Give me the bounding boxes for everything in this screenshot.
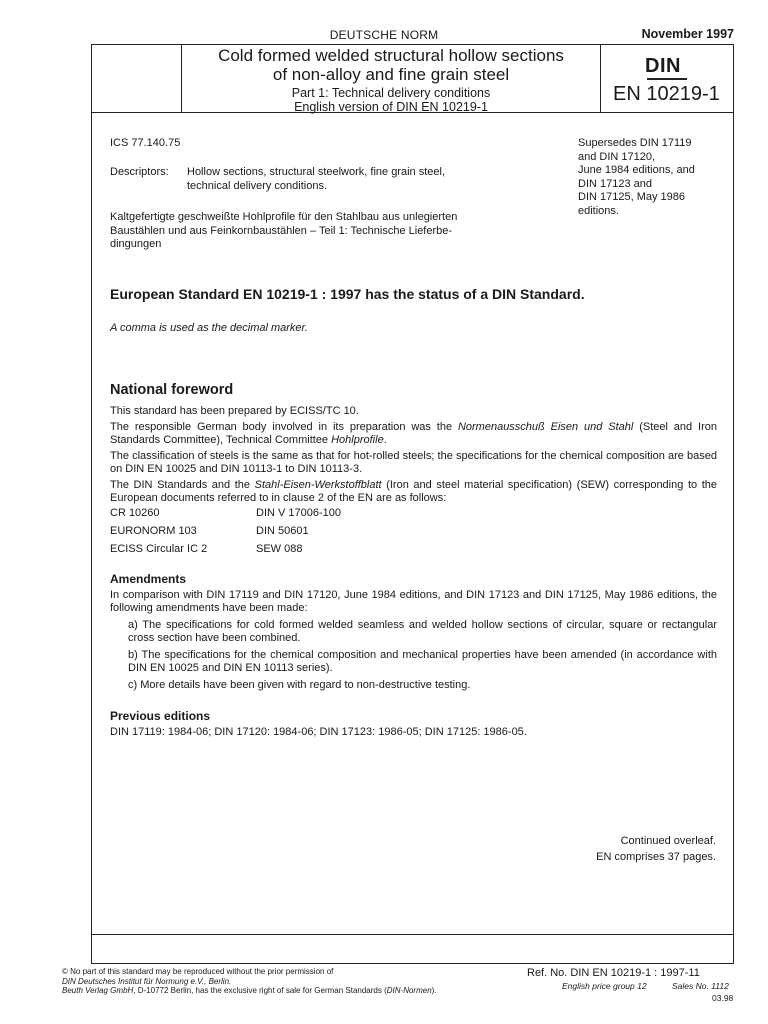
copyright-notice <box>62 967 522 996</box>
din-logo: DIN <box>645 55 681 77</box>
reference-national: DIN 50601 <box>256 525 309 537</box>
subtitle-line-2: English version of DIN EN 10219-1 <box>294 100 488 114</box>
supersedes-line: DIN 17123 and <box>578 177 652 190</box>
reference-national: DIN V 17006-100 <box>256 507 341 519</box>
reference-national: SEW 088 <box>256 543 303 555</box>
standard-number: EN 10219-1 <box>613 83 720 105</box>
supersedes-line: DIN 17125, May 1986 <box>578 191 686 203</box>
supersedes-line: editions. <box>578 204 619 217</box>
copyright-line: © No part of this standard may be reproduced without the prior permission of <box>62 967 334 976</box>
publication-date: November 1997 <box>641 27 734 41</box>
reference-number: Ref. No. DIN EN 10219-1 : 1997-11 <box>527 967 700 979</box>
title-line-1: Cold formed welded structural hollow sections <box>218 46 564 65</box>
bottom-divider <box>91 934 734 935</box>
previous-editions-text: DIN 17119: 1984-06; DIN 17120: 1984-06; DIN 17123: 1986-05; DIN 17125: 1986-05. <box>110 726 527 738</box>
title-block <box>182 46 600 114</box>
foreword-paragraph-3: The classification of steels is the same as that for hot-rolled steels; the specifications for the chemical composition are based on DIN EN 10025 and DIN 10113-1 to DIN 10113-3. <box>110 450 717 475</box>
committee-name: Normenausschuß Eisen und Stahl <box>457 421 634 433</box>
foreword-paragraph-4 <box>110 479 717 504</box>
status-heading: European Standard EN 10219-1 : 1997 has the status of a DIN Standard. <box>110 286 585 302</box>
reference-european: ECISS Circular IC 2 <box>110 543 208 555</box>
supersedes-line: Supersedes DIN 17119 <box>578 137 692 149</box>
descriptors-label: Descriptors: <box>110 166 169 178</box>
continued-note: Continued overleaf. <box>620 835 716 847</box>
din-logo-underline <box>647 78 687 80</box>
din-normen-term: DIN-Normen <box>386 986 432 996</box>
german-title <box>110 211 520 252</box>
sales-number: Sales No. 1112 <box>672 981 729 991</box>
subtitle-line-1: Part 1: Technical delivery conditions <box>291 86 491 100</box>
copyright-line <box>62 986 522 996</box>
reference-european: CR 10260 <box>110 507 160 519</box>
supersedes-line: and DIN 17120, <box>578 150 656 163</box>
price-group: English price group 12 <box>562 981 647 991</box>
sew-name: Stahl-Eisen-Werkstoffblatt <box>254 479 382 491</box>
text-run: The DIN Standards and the <box>110 479 255 491</box>
text-run: (Iron and steel material specification) (SEW) corresponding to the European documents referred to in clause 2 of the EN are as follows: <box>110 479 717 504</box>
german-title-line: Kaltgefertigte geschweißte Hohlprofile für den Stahlbau aus unlegierten <box>110 211 458 223</box>
document-type-label: DEUTSCHE NORM <box>329 28 439 42</box>
text-run: , D-10772 Berlin, has the exclusive right of sale for German Standards ( <box>133 986 387 996</box>
previous-editions-heading: Previous editions <box>110 709 211 723</box>
supersedes-line: June 1984 editions, and <box>578 164 695 176</box>
amendments-heading: Amendments <box>110 572 187 586</box>
text-run: The responsible German body involved in its preparation was the <box>110 421 458 433</box>
amendment-item: a) The specifications for cold formed welded seamless and welded hollow sections of circular, square or rectangular cross section have been combined. <box>128 619 717 644</box>
title-line-2: of non-alloy and fine grain steel <box>272 65 510 84</box>
amendments-intro: In comparison with DIN 17119 and DIN 17120, June 1984 editions, and DIN 17123 and DIN 17125, May 1986 editions, the following amendments have been made: <box>110 589 717 614</box>
title-right-rule <box>600 44 601 112</box>
copyright-line: DIN Deutsches Institut für Normung e.V., Berlin. <box>62 976 232 986</box>
national-foreword-heading: National foreword <box>110 382 234 398</box>
descriptors-text <box>187 166 507 193</box>
amendment-item: c) More details have been given with regard to non-destructive testing. <box>128 679 471 691</box>
publisher-name: Beuth Verlag GmbH <box>62 986 134 996</box>
supersedes-note <box>578 137 728 218</box>
amendment-item: b) The specifications for the chemical composition and mechanical properties have been amended (in accordance with DIN EN 10025 and DIN EN 10113 series). <box>128 649 717 674</box>
page-count-note: EN comprises 37 pages. <box>596 851 716 863</box>
text-run: (Steel and Iron Standards Committee), Technical Committee <box>110 421 717 446</box>
ics-code: ICS 77.140.75 <box>110 137 181 149</box>
reference-european: EURONORM 103 <box>110 525 197 537</box>
descriptors-line: technical delivery conditions. <box>187 179 328 192</box>
technical-committee-name: Hohlprofile <box>331 433 384 446</box>
print-code: 03.98 <box>712 993 734 1003</box>
german-title-line: dingungen <box>110 238 162 250</box>
foreword-paragraph-2 <box>110 421 717 446</box>
text-run: ). <box>431 986 437 996</box>
foreword-paragraph-1: This standard has been prepared by ECISS/TC 10. <box>110 405 359 417</box>
decimal-marker-note: A comma is used as the decimal marker. <box>110 322 308 334</box>
text-run: . <box>383 433 387 446</box>
descriptors-line: Hollow sections, structural steelwork, fine grain steel, <box>187 166 445 178</box>
german-title-line: Baustählen und aus Feinkornbaustählen – Teil 1: Technische Lieferbe- <box>110 224 453 237</box>
